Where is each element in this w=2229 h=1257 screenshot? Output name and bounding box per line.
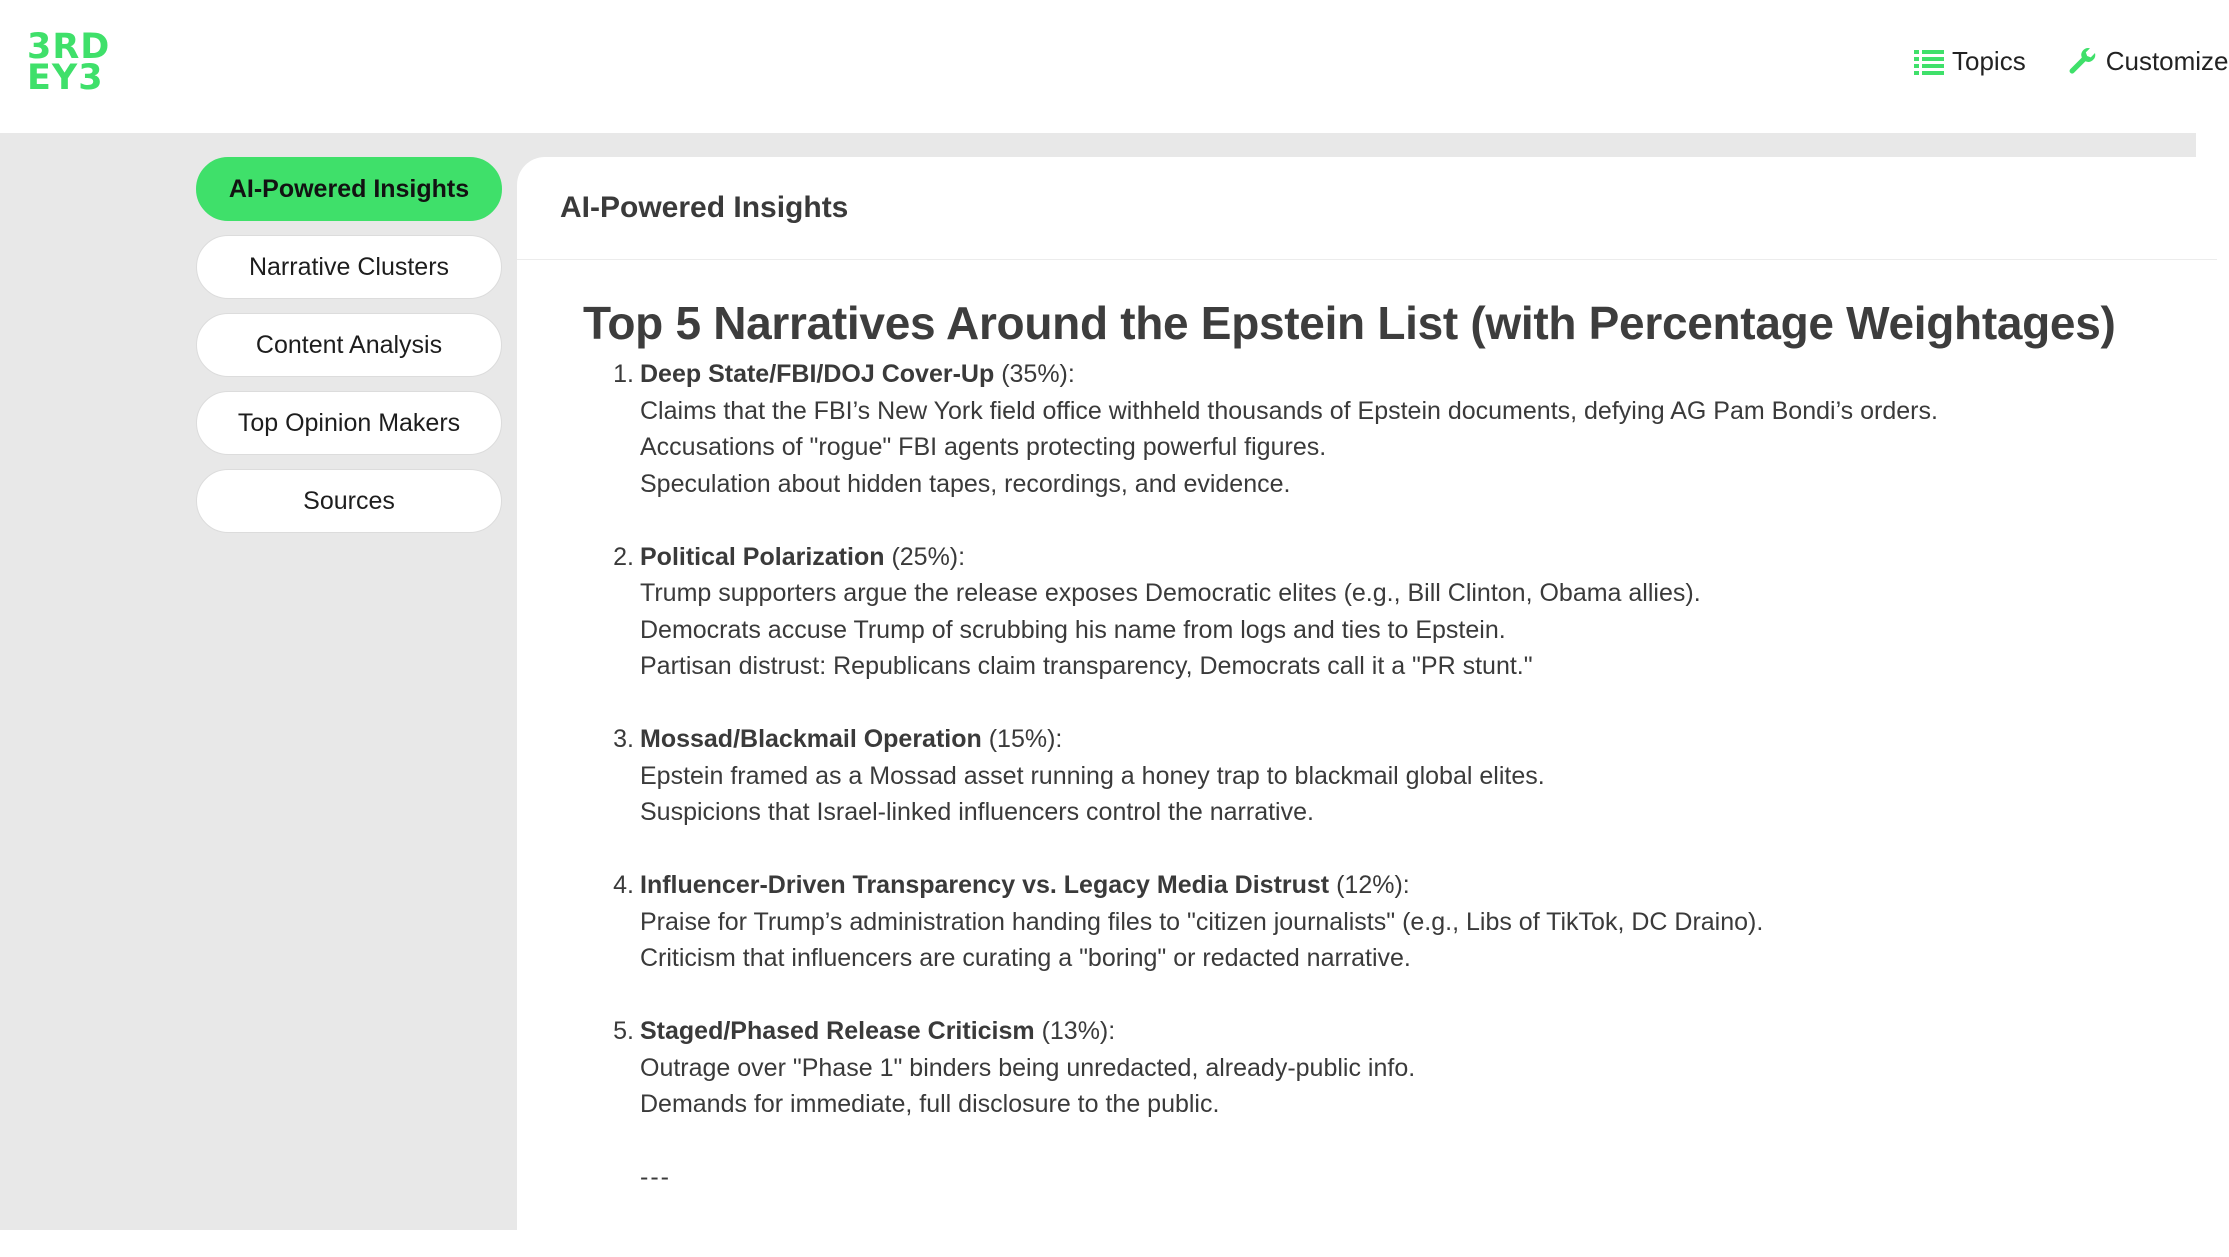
sidebar-item-content-analysis[interactable]	[196, 313, 502, 377]
sidebar-item-label: Content Analysis	[255, 330, 443, 359]
narrative-detail: Suspicions that Israel-linked influencers control the narrative.	[640, 798, 1314, 826]
narrative-number: 3.	[613, 725, 634, 753]
narrative-content	[640, 867, 1763, 977]
sidebar-item-label: AI-Powered Insights	[228, 174, 470, 203]
narrative-detail: Trump supporters argue the release exposes Democratic elites (e.g., Bill Clinton, Obama allies).	[640, 579, 1701, 607]
panel-body	[517, 260, 2217, 1196]
narrative-number: 5.	[613, 1017, 634, 1045]
narrative-detail: Demands for immediate, full disclosure to the public.	[640, 1090, 1220, 1118]
narrative-heading	[640, 721, 1545, 758]
narrative-content	[640, 721, 1545, 831]
narrative-detail: Epstein framed as a Mossad asset running a honey trap to blackmail global elites.	[640, 761, 1545, 790]
narrative-percentage: (13%):	[1034, 1017, 1116, 1045]
narrative-heading	[640, 539, 1701, 576]
narrative-heading	[640, 1013, 1415, 1050]
nav-customize-label: Customize	[2105, 46, 2229, 76]
narrative-number: 4.	[613, 871, 634, 899]
narrative-detail: Partisan distrust: Republicans claim transparency, Democrats call it a "PR stunt."	[640, 652, 1533, 680]
narrative-title: Staged/Phased Release Criticism	[640, 1017, 1035, 1045]
logo-line-2: EY3	[27, 58, 104, 98]
main-area	[0, 133, 2196, 1230]
narrative-content	[640, 1013, 1415, 1123]
narrative-heading	[640, 867, 1763, 904]
narrative-percentage: (25%):	[884, 542, 966, 571]
narrative-content	[640, 539, 1701, 685]
narrative-heading	[640, 356, 1938, 393]
top-header	[0, 0, 2229, 133]
sidebar-item-label: Sources	[303, 486, 395, 515]
list-icon	[1914, 49, 1944, 75]
narrative-percentage: (35%):	[994, 360, 1075, 388]
narrative-item	[583, 867, 2217, 977]
narrative-item	[583, 356, 2217, 502]
sidebar-item-sources[interactable]	[196, 469, 502, 533]
narrative-item	[583, 1013, 2217, 1123]
narrative-detail: Criticism that influencers are curating a "boring" or redacted narrative.	[640, 944, 1411, 972]
nav-topics-label: Topics	[1952, 46, 2026, 76]
section-divider: ---	[640, 1163, 671, 1191]
sidebar-item-label: Narrative Clusters	[248, 252, 450, 281]
insights-panel	[517, 157, 2217, 1257]
narrative-detail: Claims that the FBI’s New York field office withheld thousands of Epstein documents, defying AG Pam Bondi’s orders.	[640, 396, 1938, 425]
panel-header	[517, 157, 2217, 260]
narrative-detail: Democrats accuse Trump of scrubbing his name from logs and ties to Epstein.	[640, 615, 1506, 644]
logo-line-1: 3RD	[27, 27, 111, 67]
narrative-number: 2.	[613, 542, 634, 571]
nav-customize-link[interactable]	[2068, 46, 2229, 77]
brand-logo[interactable]	[27, 27, 127, 98]
top-nav	[1914, 46, 2229, 77]
sidebar	[196, 157, 502, 547]
narrative-title: Political Polarization	[640, 542, 885, 571]
narrative-detail: Praise for Trump’s administration handing files to "citizen journalists" (e.g., Libs of TikTok, DC Draino).	[640, 907, 1764, 936]
narrative-content	[640, 356, 1938, 502]
narrative-title: Influencer-Driven Transparency vs. Legacy Media Distrust	[640, 871, 1330, 899]
narratives-heading: Top 5 Narratives Around the Epstein List (with Percentage Weightages)	[583, 297, 2116, 349]
wrench-icon	[2068, 47, 2098, 77]
nav-topics-link[interactable]	[1914, 46, 2026, 77]
narrative-detail: Speculation about hidden tapes, recordings, and evidence.	[640, 469, 1291, 498]
narrative-item	[583, 721, 2217, 831]
sidebar-item-label: Top Opinion Makers	[237, 408, 461, 437]
narrative-title: Deep State/FBI/DOJ Cover-Up	[640, 360, 995, 388]
sidebar-item-top-opinion-makers[interactable]	[196, 391, 502, 455]
narrative-percentage: (12%):	[1329, 871, 1410, 899]
sidebar-item-ai-powered-insights[interactable]	[196, 157, 502, 221]
narrative-detail: Outrage over "Phase 1" binders being unredacted, already-public info.	[640, 1053, 1416, 1082]
narrative-percentage: (15%):	[981, 725, 1063, 753]
narrative-number: 1.	[613, 360, 634, 388]
narrative-detail: Accusations of "rogue" FBI agents protecting powerful figures.	[640, 433, 1327, 461]
narrative-list	[583, 356, 2217, 1123]
panel-title: AI-Powered Insights	[560, 191, 849, 224]
narrative-item	[583, 539, 2217, 685]
sidebar-item-narrative-clusters[interactable]	[196, 235, 502, 299]
narrative-title: Mossad/Blackmail Operation	[640, 725, 982, 753]
